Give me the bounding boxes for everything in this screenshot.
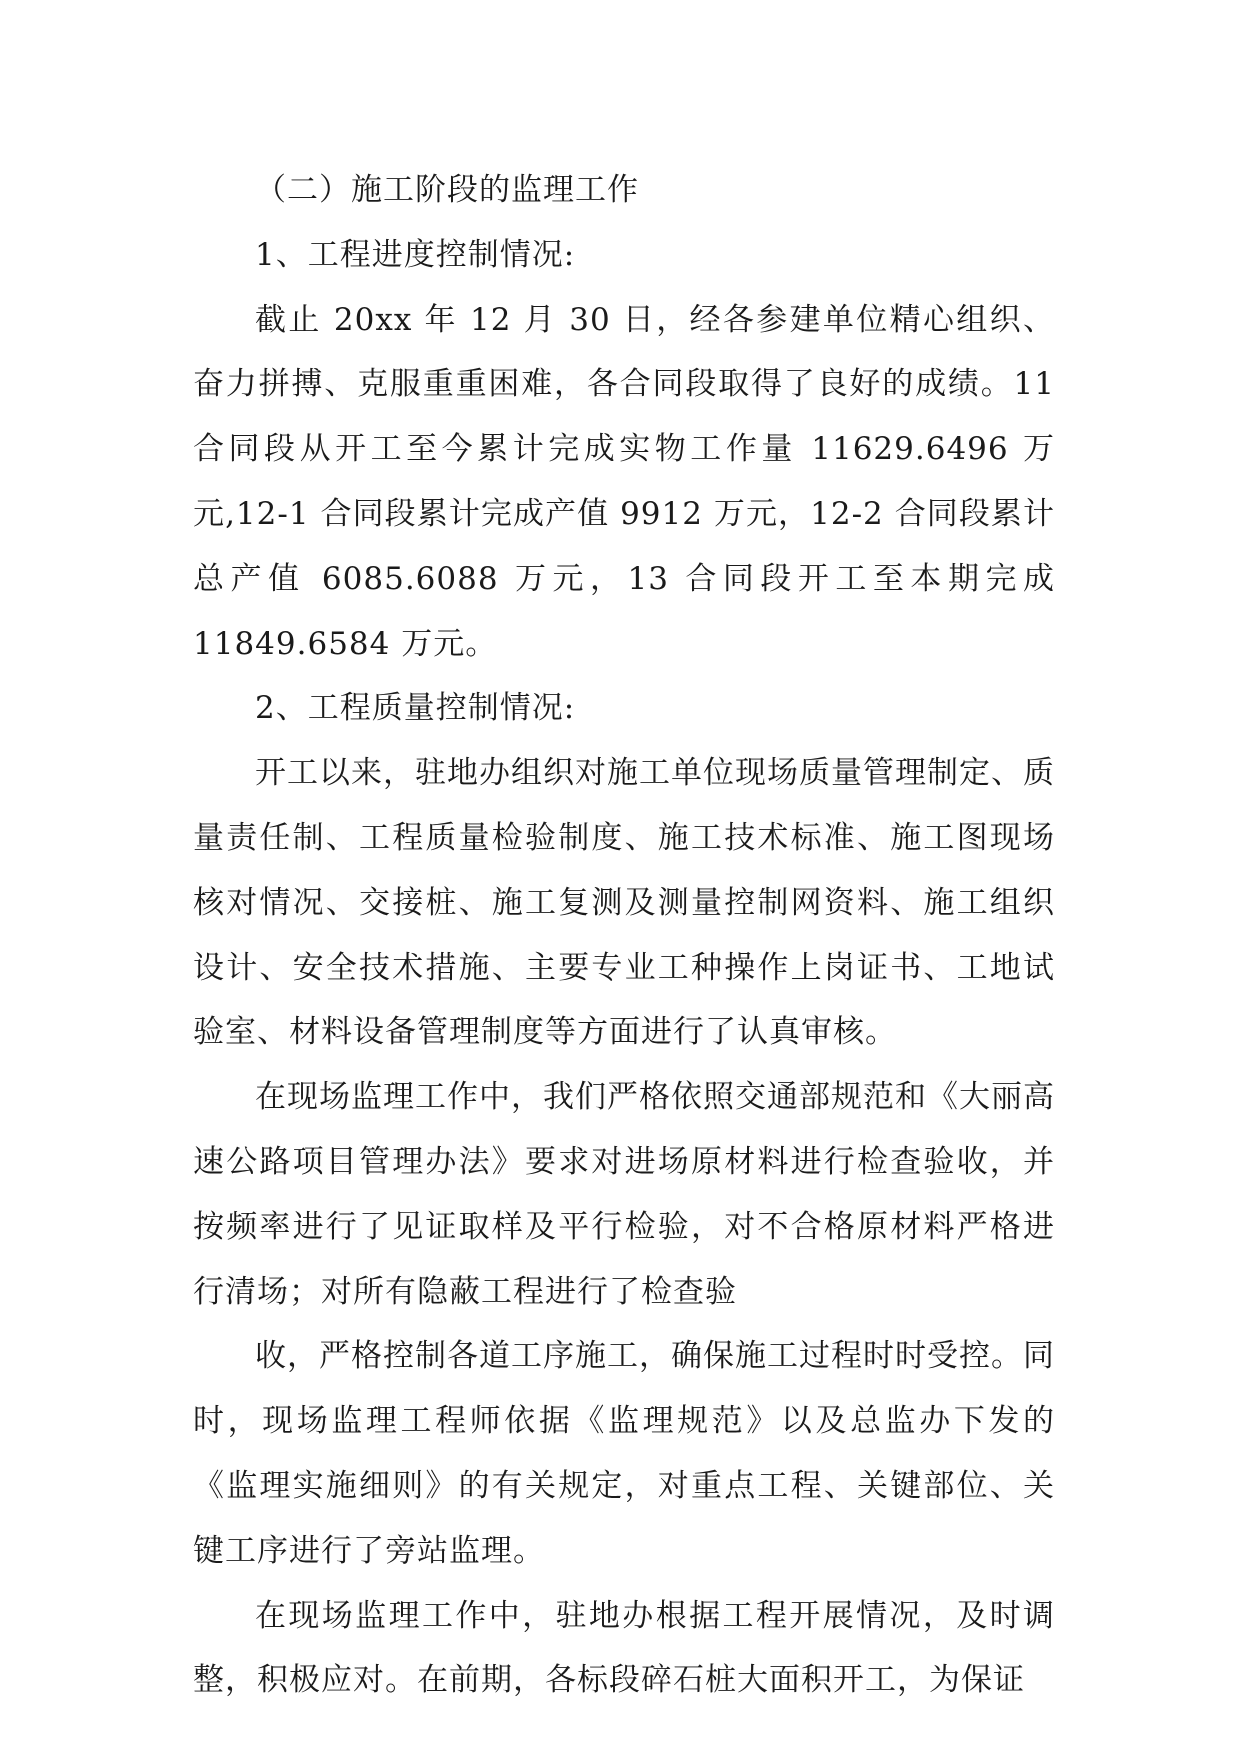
- paragraph-adjustment: 在现场监理工作中，驻地办根据工程开展情况，及时调整，积极应对。在前期，各标段碎石桩大面积开工，为保证: [193, 1597, 1055, 1699]
- item-heading-progress: 1、工程进度控制情况:: [255, 236, 576, 273]
- paragraph-inspection-part1: 在现场监理工作中，我们严格依照交通部规范和《大丽高速公路项目管理办法》要求对进场原材料进行检查验收，并按频率进行了见证取样及平行检验，对不合格原材料严格进行清场；对所有隐蔽工程进行了检查验: [193, 1079, 1055, 1310]
- paragraph-review: 开工以来，驻地办组织对施工单位现场质量管理制定、质量责任制、工程质量检验制度、施工技术标准、施工图现场核对情况、交接桩、施工复测及测量控制网资料、施工组织设计、安全技术措施、主要专业工种操作上岗证书、工地试验室、材料设备管理制度等方面进行了认真审核。: [193, 755, 1055, 1051]
- section-heading: （二）施工阶段的监理工作: [255, 172, 639, 208]
- item-heading-quality: 2、工程质量控制情况:: [255, 690, 576, 727]
- document-body: [193, 158, 1055, 1713]
- paragraph-progress: 截止 20xx 年 12 月 30 日，经各参建单位精心组织、奋力拼搏、克服重重困难，各合同段取得了良好的成绩。11 合同段从开工至今累计完成实物工作量 11629.6496 万元,12-1 合同段累计完成产值 9912 万元，12-2 合同段累计总产值 6085.6088 万元，13 合同段开工至本期完成 11849.6584 万元。: [193, 301, 1055, 662]
- paragraph-inspection-part2: 收，严格控制各道工序施工，确保施工过程时时受控。同时，现场监理工程师依据《监理规范》以及总监办下发的《监理实施细则》的有关规定，对重点工程、关键部位、关键工序进行了旁站监理。: [193, 1338, 1055, 1569]
